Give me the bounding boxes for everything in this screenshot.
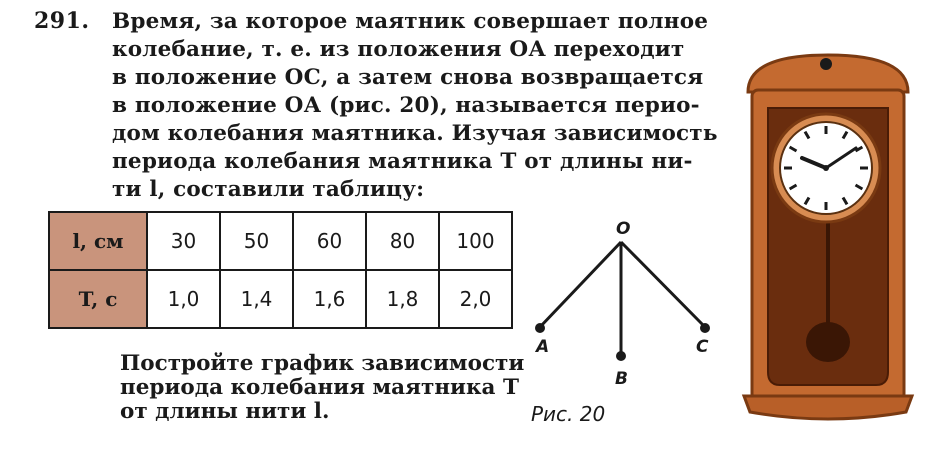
problem-line: ти l, составили таблицу: — [112, 177, 425, 202]
table-cell: 1,8 — [366, 270, 439, 328]
problem-line: дом колебания маятника. Изучая зависимость — [112, 121, 718, 146]
table-cell: 30 — [147, 212, 220, 270]
problem-line: Время, за которое маятник совершает полное — [112, 9, 709, 34]
bob-a — [535, 323, 545, 333]
row-label-period: T, с — [49, 270, 147, 328]
table-row-period — [49, 270, 512, 328]
task-line: от длины нити l. — [120, 399, 330, 424]
pendulum-diagram — [520, 210, 730, 400]
label-b: B — [615, 369, 628, 389]
wall-clock-illustration — [738, 50, 918, 425]
row-label-length: l, см — [49, 212, 147, 270]
clock-finial — [820, 58, 832, 70]
clock-pendulum-bob — [806, 322, 850, 362]
label-a: A — [536, 337, 550, 357]
clock-base — [744, 396, 912, 419]
task-line: периода колебания маятника T — [120, 375, 519, 400]
problem-line: периода колебания маятника T от длины ни- — [112, 149, 693, 174]
table-cell: 2,0 — [439, 270, 512, 328]
table-cell: 1,4 — [220, 270, 293, 328]
label-o: O — [616, 219, 631, 239]
task-line: Постройте график зависимости — [120, 351, 525, 376]
table-cell: 1,6 — [293, 270, 366, 328]
label-c: C — [696, 337, 709, 357]
table-cell: 1,0 — [147, 270, 220, 328]
problem-line: в положение ОС, а затем снова возвращается — [112, 65, 704, 90]
problem-line: в положение ОА (рис. 20), называется перио- — [112, 93, 700, 118]
string-oa — [540, 242, 621, 327]
problem-number: 291. — [34, 8, 90, 34]
clock-center-pin — [823, 165, 829, 171]
table-row-length — [49, 212, 512, 270]
table-cell: 100 — [439, 212, 512, 270]
task-text — [120, 352, 524, 424]
bob-c — [700, 323, 710, 333]
table-cell: 50 — [220, 212, 293, 270]
data-table — [48, 211, 513, 329]
table-cell: 80 — [366, 212, 439, 270]
figure-caption: Рис. 20 — [531, 402, 606, 426]
problem-line: колебание, т. е. из положения ОА переходит — [112, 37, 685, 62]
table-cell: 60 — [293, 212, 366, 270]
problem-text — [112, 8, 722, 204]
bob-b — [616, 351, 626, 361]
string-oc — [621, 242, 705, 327]
